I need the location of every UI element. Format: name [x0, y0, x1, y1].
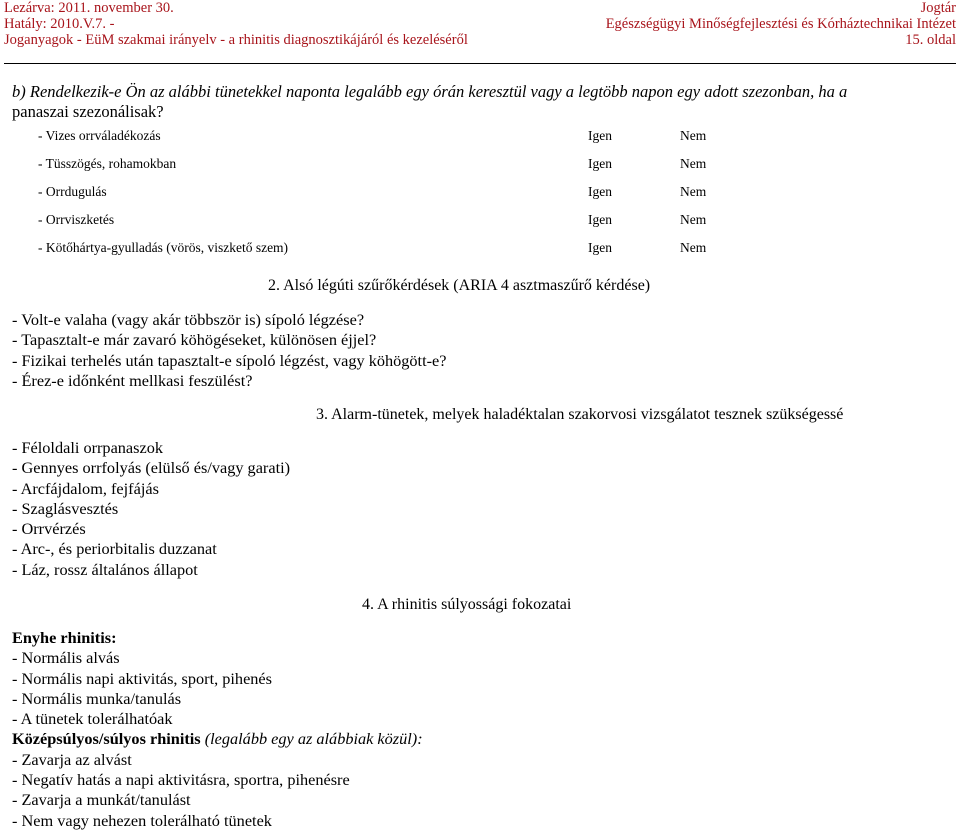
list-item: - Féloldali orrpanaszok: [12, 438, 164, 457]
symptom-yes: Igen: [588, 128, 612, 143]
list-item: - Normális napi aktivitás, sport, pihenés: [12, 668, 272, 688]
symptom-no: Nem: [680, 212, 707, 227]
section-4-title: 4. A rhinitis súlyossági fokozatai: [362, 596, 572, 613]
symptom-no: Nem: [680, 184, 707, 199]
header-institute: Egészségügyi Minőségfejlesztési és Kórháztechnikai Intézet: [605, 16, 956, 32]
question-b-line-1: b) Rendelkezik-e Ön az alábbi tünetekkel naponta legalább egy órán keresztül vagy a legtöbb napon egy adott szezonban, ha a: [12, 82, 848, 101]
symptom-label: - Vizes orrváladékozás: [38, 128, 161, 143]
mild-rhinitis-heading: Enyhe rhinitis:: [12, 628, 117, 647]
symptom-no: Nem: [680, 240, 707, 255]
list-item: - Fizikai terhelés után tapasztalt-e sípoló légzést, vagy köhögött-e?: [12, 350, 447, 370]
symptom-yes: Igen: [588, 212, 612, 227]
list-item: - Volt-e valaha (vagy akár többször is) sípoló légzése?: [12, 310, 365, 329]
symptom-no: Nem: [680, 156, 707, 171]
severe-rhinitis-note: (legalább egy az alábbiak közül):: [200, 729, 423, 749]
list-item: - Zavarja az alvást: [12, 749, 132, 769]
symptom-no: Nem: [680, 128, 707, 143]
symptom-yes: Igen: [588, 184, 612, 199]
list-item: - Negatív hatás a napi aktivitásra, sportra, pihenésre: [12, 770, 350, 790]
section-2-list: [12, 310, 446, 391]
list-item: - Gennyes orrfolyás (elülső és/vagy garati): [12, 458, 291, 478]
list-item: - Normális alvás: [12, 648, 120, 668]
header-document-title: Joganyagok - EüM szakmai irányelv - a rhinitis diagnosztikájáról és kezeléséről: [4, 32, 468, 48]
list-item: - Arc-, és periorbitalis duzzanat: [12, 539, 217, 559]
symptom-label: - Orrviszketés: [38, 212, 115, 227]
severe-rhinitis-heading: Középsúlyos/súlyos rhinitis (legalább egy az alábbiak közül):: [12, 729, 423, 749]
header-closed-date: Lezárva: 2011. november 30.: [4, 0, 174, 16]
symptom-yes: Igen: [588, 240, 612, 255]
list-item: - Orrvérzés: [12, 519, 86, 539]
header-page-number: 15. oldal: [905, 32, 956, 48]
symptom-yes: Igen: [588, 156, 612, 171]
list-item: - Tapasztalt-e már zavaró köhögéseket, különösen éjjel?: [12, 330, 377, 350]
section-2-title: 2. Alsó légúti szűrőkérdések (ARIA 4 asztmaszűrő kérdése): [268, 277, 651, 294]
header-divider: [4, 63, 956, 64]
list-item: - Érez-e időnként mellkasi feszülést?: [12, 370, 253, 390]
header-effective-date: Hatály: 2010.V.7. -: [4, 16, 115, 32]
section-3-title: 3. Alarm-tünetek, melyek haladéktalan szakorvosi vizsgálatot tesznek szükségessé: [316, 406, 844, 423]
list-item: - Nem vagy nehezen tolerálható tünetek: [12, 810, 272, 830]
list-item: - Arcfájdalom, fejfájás: [12, 478, 159, 498]
header-publisher: Jogtár: [920, 0, 956, 16]
question-b-line-2: panaszai szezonálisak?: [12, 102, 164, 121]
section-4-body: [12, 628, 423, 831]
symptom-label: - Orrdugulás: [38, 184, 107, 199]
symptom-label: - Kötőhártya-gyulladás (vörös, viszkető szem): [38, 240, 289, 255]
list-item: - Láz, rossz általános állapot: [12, 559, 198, 579]
section-3-list: [12, 438, 290, 580]
list-item: - Zavarja a munkát/tanulást: [12, 790, 191, 810]
list-item: - Szaglásvesztés: [12, 498, 119, 518]
list-item: - Normális munka/tanulás: [12, 688, 182, 708]
list-item: - A tünetek tolerálhatóak: [12, 709, 173, 729]
symptom-label: - Tüsszögés, rohamokban: [38, 156, 177, 171]
